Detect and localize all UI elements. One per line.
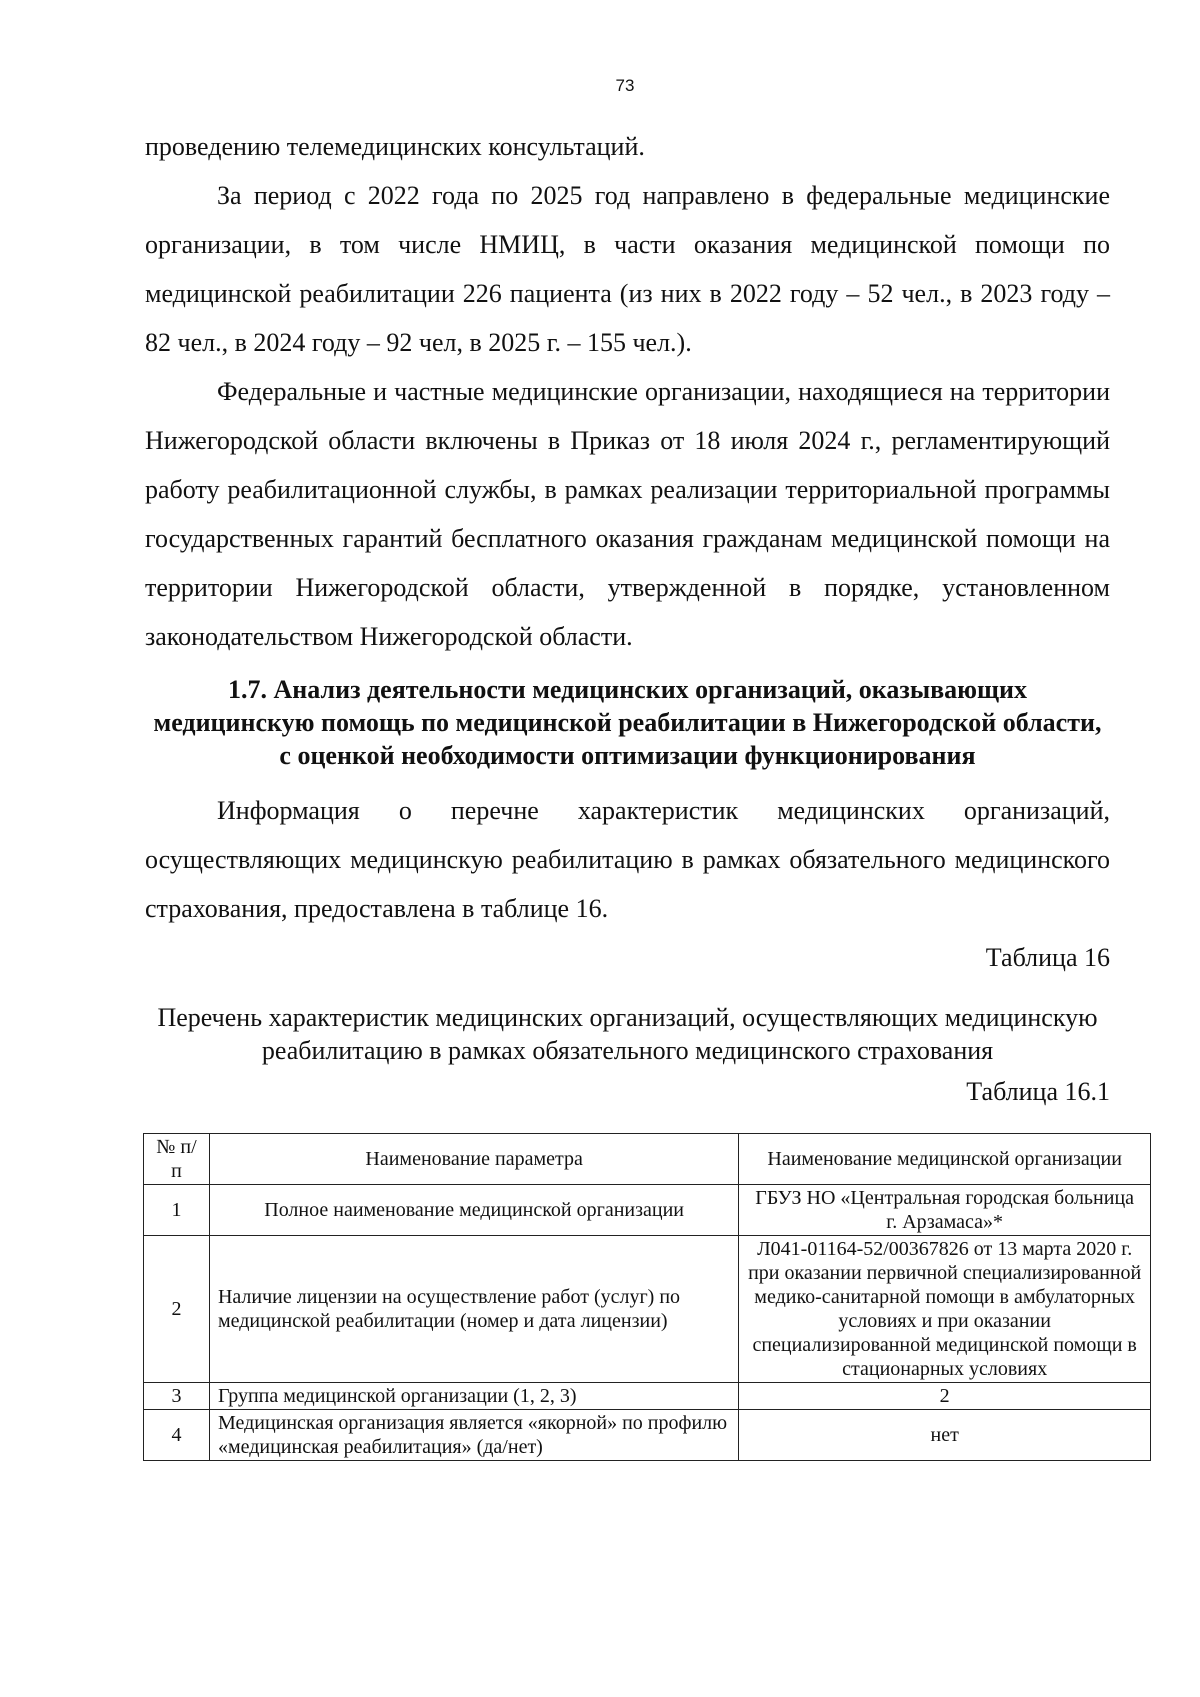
row-number: 4 <box>144 1410 210 1461</box>
paragraph-patients-sent: За период с 2022 года по 2025 год направлено в федеральные медицинские организации, в том числе НМИЦ, в части оказания медицинской помощи по медицинской реабилитации 226 пациента (из них в 2022 году – 52 чел., в 2023 году – 82 чел., в 2024 году – 92 чел, в 2025 г. – 155 чел.). <box>145 181 1110 357</box>
parameters-table <box>143 1133 1151 1461</box>
table-row <box>144 1410 1151 1461</box>
row-value: Л041-01164-52/00367826 от 13 марта 2020 г. при оказании первичной специализированной медико-санитарной помощи в амбулаторных условиях и при оказании специализированной медицинской помощи в стационарных условиях <box>739 1236 1151 1383</box>
row-value: ГБУЗ НО «Центральная городская больница г. Арзамаса»* <box>739 1185 1151 1236</box>
row-value: нет <box>739 1410 1151 1461</box>
table-row <box>144 1236 1151 1383</box>
header-parameter: Наименование параметра <box>209 1134 738 1185</box>
subtable-label: Таблица 16.1 <box>966 1077 1110 1106</box>
table-label: Таблица 16 <box>985 943 1110 972</box>
table-title: Перечень характеристик медицинских организаций, осуществляющих медицинскую реабилитацию в рамках обязательного медицинского страхования <box>157 1003 1098 1065</box>
paragraph-organizations-order: Федеральные и частные медицинские организации, находящиеся на территории Нижегородской области включены в Приказ от 18 июля 2024 г., регламентирующий работу реабилитационной службы, в рамках реализации территориальной программы государственных гарантий бесплатного оказания гражданам медицинской помощи на территории Нижегородской области, утвержденной в порядке, установленном законодательством Нижегородской области. <box>145 377 1110 651</box>
row-parameter: Медицинская организация является «якорной» по профилю «медицинская реабилитация» (да/нет) <box>209 1410 738 1461</box>
header-number: № п/п <box>144 1134 210 1185</box>
header-organization: Наименование медицинской организации <box>739 1134 1151 1185</box>
document-body <box>145 122 1142 1461</box>
page-number: 73 <box>615 76 635 95</box>
row-number: 3 <box>144 1383 210 1410</box>
row-parameter: Полное наименование медицинской организации <box>209 1185 738 1236</box>
row-value: 2 <box>739 1383 1151 1410</box>
row-number: 1 <box>144 1185 210 1236</box>
row-number: 2 <box>144 1236 210 1383</box>
table-row <box>144 1383 1151 1410</box>
paragraph-telemedicine: проведению телемедицинских консультаций. <box>145 132 645 161</box>
row-parameter: Наличие лицензии на осуществление работ (услуг) по медицинской реабилитации (номер и дата лицензии) <box>209 1236 738 1383</box>
table-header-row <box>144 1134 1151 1185</box>
paragraph-table-reference: Информация о перечне характеристик медицинских организаций, осуществляющих медицинскую реабилитацию в рамках обязательного медицинского страхования, предоставлена в таблице 16. <box>145 796 1110 923</box>
table-row <box>144 1185 1151 1236</box>
section-heading: 1.7. Анализ деятельности медицинских организаций, оказывающих медицинскую помощь по медицинской реабилитации в Нижегородской области, с оценкой необходимости оптимизации функционирования <box>153 675 1102 770</box>
row-parameter: Группа медицинской организации (1, 2, 3) <box>209 1383 738 1410</box>
